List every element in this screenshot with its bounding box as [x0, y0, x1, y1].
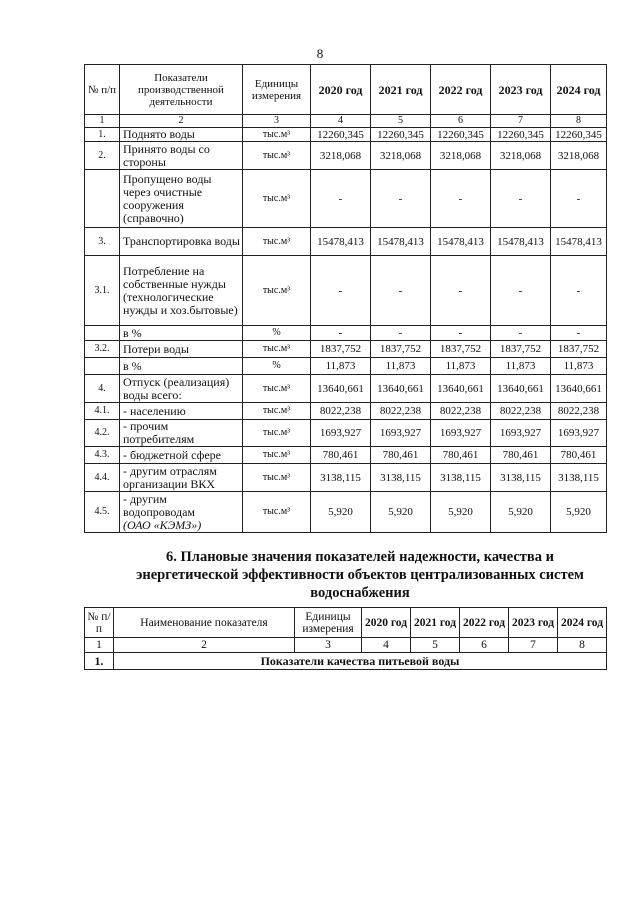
row-indicator [120, 358, 243, 375]
table-header-row [85, 608, 607, 638]
production-indicators-table [84, 64, 607, 533]
indicator-label: Транспортировка воды [123, 234, 240, 248]
indicator-label: в % [123, 325, 142, 340]
row-value: 5,920 [491, 492, 551, 533]
row-num: 4.1. [85, 403, 120, 420]
row-value: 11,873 [311, 358, 371, 375]
row-unit: тыс.м³ [243, 464, 311, 492]
row-value: 11,873 [491, 358, 551, 375]
indicator-label: Потери воды [123, 341, 189, 356]
col-number: 8 [558, 638, 607, 653]
row-indicator [120, 128, 243, 142]
row-value: - [491, 170, 551, 228]
row-num: 2. [85, 142, 120, 170]
row-value: - [431, 256, 491, 326]
header-unit: Единицы измерения [295, 608, 362, 638]
indicator-label: Пропущено воды через очистные сооружения (справочно) [123, 171, 212, 225]
row-value: 8022,238 [551, 403, 607, 420]
row-num: 3.2. [85, 341, 120, 358]
row-num: 3. [85, 228, 120, 256]
row-value: 13640,661 [491, 375, 551, 403]
row-num: 4.2. [85, 420, 120, 447]
header-indicator: Показатели производственной деятельности [120, 65, 243, 115]
row-indicator [120, 420, 243, 447]
header-2023: 2023 год [509, 608, 558, 638]
row-value: 15478,413 [371, 228, 431, 256]
row-value: 1693,927 [311, 420, 371, 447]
header-num: № п/п [85, 608, 114, 638]
row-indicator [120, 170, 243, 228]
row-value: - [431, 170, 491, 228]
row-indicator [120, 142, 243, 170]
header-2022: 2022 год [431, 65, 491, 115]
row-value: 1693,927 [551, 420, 607, 447]
row-value: 12260,345 [371, 128, 431, 142]
indicator-label: - бюджетной сфере [123, 447, 222, 462]
row-value: 1693,927 [371, 420, 431, 447]
table-row [85, 358, 607, 375]
row-value: 3138,115 [491, 464, 551, 492]
header-name: Наименование показателя [114, 608, 295, 638]
col-number: 4 [362, 638, 411, 653]
row-indicator [120, 447, 243, 464]
indicator-label: - населению [123, 403, 186, 418]
table-row [85, 256, 607, 326]
row-value: - [551, 170, 607, 228]
row-value: 11,873 [371, 358, 431, 375]
col-number: 6 [431, 115, 491, 128]
row-value: 13640,661 [311, 375, 371, 403]
row-value: - [311, 170, 371, 228]
row-unit: % [243, 326, 311, 341]
header-2023: 2023 год [491, 65, 551, 115]
row-unit: тыс.м³ [243, 403, 311, 420]
col-number: 5 [411, 638, 460, 653]
indicator-label: - прочим потребителям [123, 419, 195, 446]
table-row [85, 464, 607, 492]
table-header-row [85, 65, 607, 115]
row-value: 3138,115 [431, 464, 491, 492]
header-num: № п/п [85, 65, 120, 115]
row-value: 11,873 [551, 358, 607, 375]
col-number: 6 [460, 638, 509, 653]
table-row [85, 170, 607, 228]
row-num [85, 358, 120, 375]
group-num: 1. [85, 653, 114, 670]
row-value: 3218,068 [551, 142, 607, 170]
row-value: 12260,345 [431, 128, 491, 142]
header-unit: Единицы измерения [243, 65, 311, 115]
row-unit: тыс.м³ [243, 256, 311, 326]
row-unit: тыс.м³ [243, 375, 311, 403]
table-row [85, 375, 607, 403]
row-value: 11,873 [431, 358, 491, 375]
row-value: 8022,238 [431, 403, 491, 420]
row-num [85, 326, 120, 341]
row-value: - [551, 256, 607, 326]
section-6-title: 6. Плановые значения показателей надежности, качества и энергетической эффективности объектов централизованных систем водоснабжения [136, 549, 584, 601]
header-2020: 2020 год [362, 608, 411, 638]
col-number: 2 [120, 115, 243, 128]
row-value: 13640,661 [551, 375, 607, 403]
row-value: 780,461 [551, 447, 607, 464]
row-value: 15478,413 [311, 228, 371, 256]
table-row [85, 403, 607, 420]
header-2021: 2021 год [371, 65, 431, 115]
row-value: 780,461 [371, 447, 431, 464]
row-indicator [120, 341, 243, 358]
row-value: - [491, 326, 551, 341]
row-value: 780,461 [431, 447, 491, 464]
col-number: 7 [491, 115, 551, 128]
row-value: - [371, 170, 431, 228]
group-label: Показатели качества питьевой воды [114, 653, 607, 670]
row-value: - [311, 256, 371, 326]
row-value: 8022,238 [491, 403, 551, 420]
row-indicator [120, 464, 243, 492]
row-indicator [120, 326, 243, 341]
row-value: 13640,661 [371, 375, 431, 403]
row-value: 1837,752 [431, 341, 491, 358]
row-value: 1693,927 [431, 420, 491, 447]
indicator-label: - другим водопроводам [123, 491, 196, 519]
row-value: 12260,345 [491, 128, 551, 142]
col-number: 1 [85, 638, 114, 653]
row-value: 1837,752 [371, 341, 431, 358]
row-value: - [551, 326, 607, 341]
col-number: 3 [295, 638, 362, 653]
row-value: 3138,115 [371, 464, 431, 492]
row-num: 4.3. [85, 447, 120, 464]
table-row [85, 341, 607, 358]
row-value: 15478,413 [491, 228, 551, 256]
row-value: 3138,115 [311, 464, 371, 492]
row-value: 1837,752 [311, 341, 371, 358]
row-value: - [311, 326, 371, 341]
row-unit: тыс.м³ [243, 341, 311, 358]
row-indicator [120, 375, 243, 403]
col-number: 8 [551, 115, 607, 128]
row-value: 780,461 [491, 447, 551, 464]
row-value: 3138,115 [551, 464, 607, 492]
row-num: 3.1. [85, 256, 120, 326]
table-row [85, 326, 607, 341]
indicator-label: в % [123, 358, 142, 373]
row-num: 4. [85, 375, 120, 403]
row-num [85, 170, 120, 228]
row-unit: тыс.м³ [243, 447, 311, 464]
header-2021: 2021 год [411, 608, 460, 638]
table-row [85, 447, 607, 464]
row-unit: тыс.м³ [243, 228, 311, 256]
table-row [85, 128, 607, 142]
row-unit: тыс.м³ [243, 142, 311, 170]
indicator-label: Принято воды со стороны [123, 141, 210, 169]
indicator-label: Потребление на собственные нужды (технологические нужды и хоз.бытовые) [123, 263, 238, 317]
col-number: 7 [509, 638, 558, 653]
indicator-label: Поднято воды [123, 127, 195, 141]
row-indicator [120, 256, 243, 326]
row-value: 13640,661 [431, 375, 491, 403]
row-unit: тыс.м³ [243, 170, 311, 228]
row-value: 3218,068 [431, 142, 491, 170]
group-row [85, 653, 607, 670]
row-unit: % [243, 358, 311, 375]
row-value: 5,920 [551, 492, 607, 533]
row-indicator [120, 492, 243, 533]
row-value: 3218,068 [371, 142, 431, 170]
row-indicator [120, 228, 243, 256]
row-num: 4.4. [85, 464, 120, 492]
row-value: 5,920 [431, 492, 491, 533]
table-row [85, 420, 607, 447]
row-value: 1837,752 [491, 341, 551, 358]
row-unit: тыс.м³ [243, 420, 311, 447]
header-2024: 2024 год [551, 65, 607, 115]
table-row [85, 142, 607, 170]
row-value: 8022,238 [371, 403, 431, 420]
column-number-row [85, 115, 607, 128]
row-value: - [491, 256, 551, 326]
indicator-label: Отпуск (реализация) воды всего: [123, 374, 230, 402]
row-unit: тыс.м³ [243, 128, 311, 142]
row-value: 3218,068 [491, 142, 551, 170]
row-unit: тыс.м³ [243, 492, 311, 533]
row-num: 1. [85, 128, 120, 142]
row-value: 780,461 [311, 447, 371, 464]
col-number: 4 [311, 115, 371, 128]
row-value: - [431, 326, 491, 341]
col-number: 5 [371, 115, 431, 128]
col-number: 1 [85, 115, 120, 128]
reliability-indicators-table [84, 607, 607, 670]
row-value: 15478,413 [431, 228, 491, 256]
header-2024: 2024 год [558, 608, 607, 638]
row-value: 1837,752 [551, 341, 607, 358]
table-row [85, 492, 607, 533]
indicator-note: (ОАО «КЭМЗ») [123, 517, 202, 532]
table-row [85, 228, 607, 256]
row-value: - [371, 256, 431, 326]
indicator-label: - другим отраслям организации ВКХ [123, 463, 217, 491]
row-value: 3218,068 [311, 142, 371, 170]
row-value: 1693,927 [491, 420, 551, 447]
row-value: 5,920 [311, 492, 371, 533]
col-number: 3 [243, 115, 311, 128]
row-indicator [120, 403, 243, 420]
column-number-row [85, 638, 607, 653]
header-2020: 2020 год [311, 65, 371, 115]
row-value: - [371, 326, 431, 341]
header-2022: 2022 год [460, 608, 509, 638]
row-value: 12260,345 [551, 128, 607, 142]
row-value: 5,920 [371, 492, 431, 533]
page-number: 8 [316, 46, 324, 61]
row-value: 12260,345 [311, 128, 371, 142]
col-number: 2 [114, 638, 295, 653]
row-num: 4.5. [85, 492, 120, 533]
row-value: 8022,238 [311, 403, 371, 420]
row-value: 15478,413 [551, 228, 607, 256]
